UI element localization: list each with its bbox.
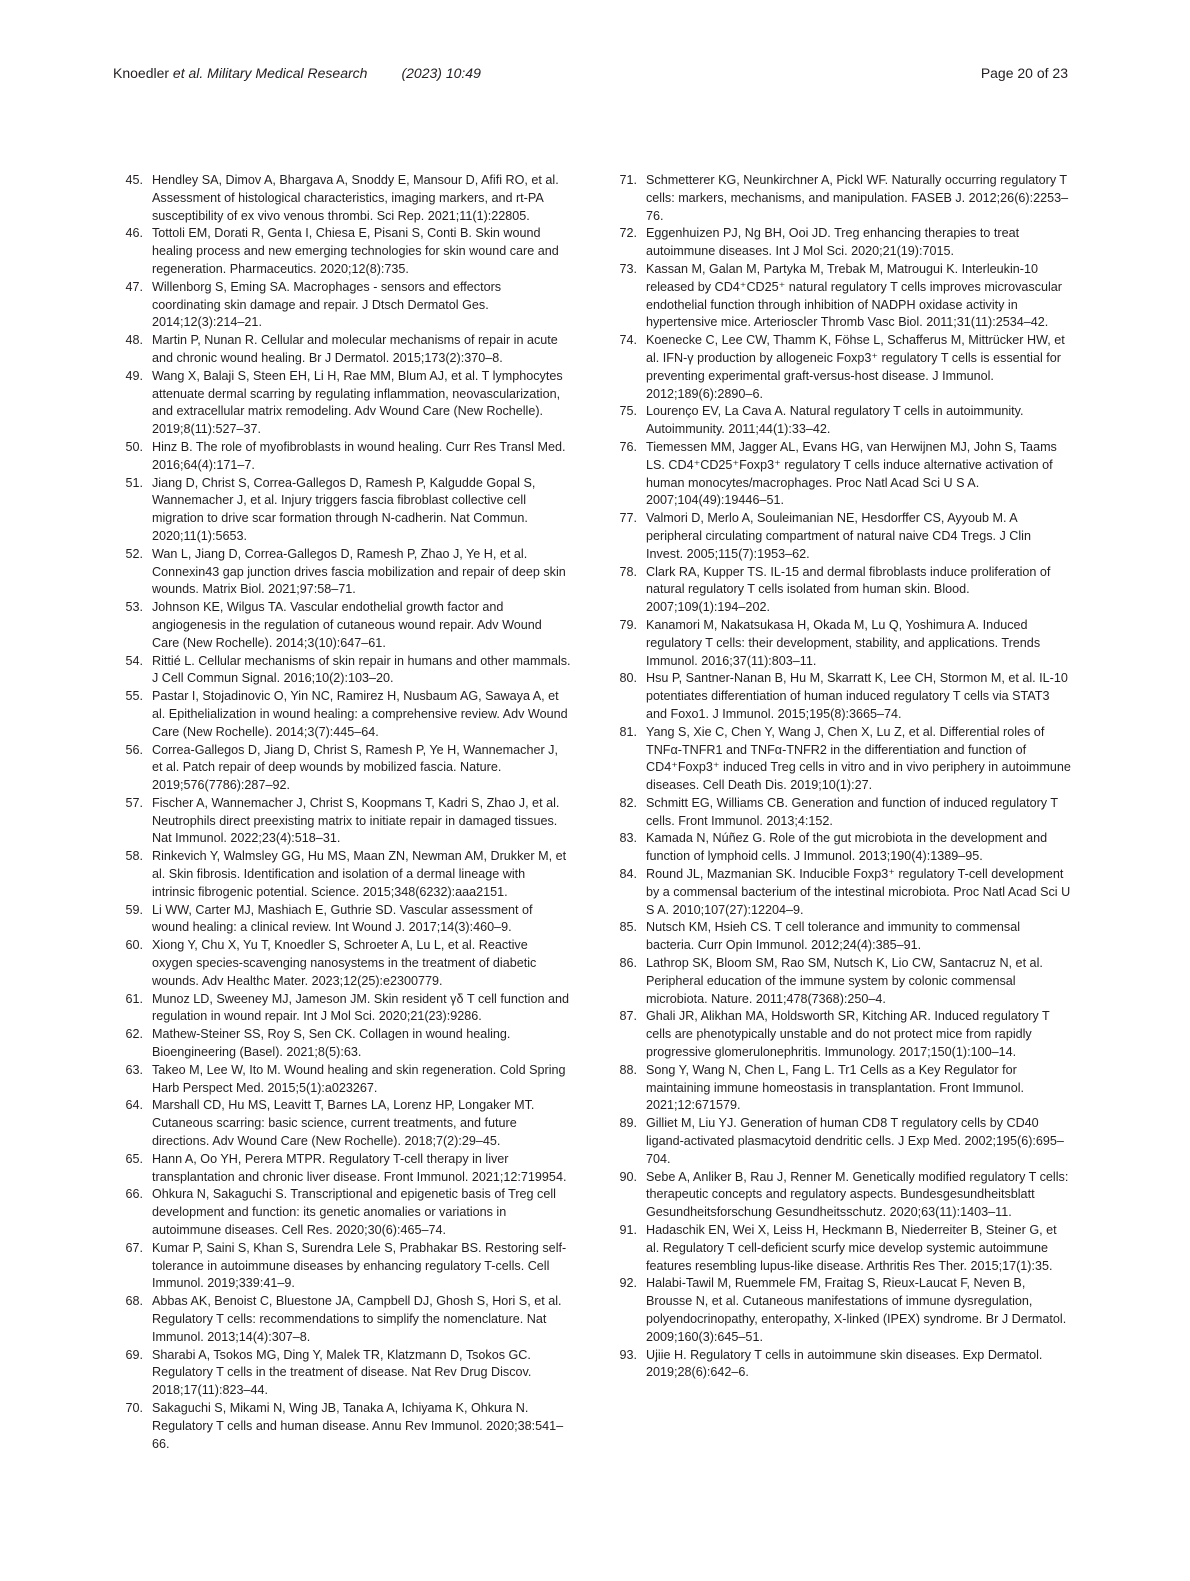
reference-text: Johnson KE, Wilgus TA. Vascular endothelial growth factor and angiogenesis in the regulation of cutaneous wound repair. Adv Wound Care (New Rochelle). 2014;3(10):647–61. [152,600,542,650]
reference-text: Sebe A, Anliker B, Rau J, Renner M. Genetically modified regulatory T cells: therapeutic concepts and regulatory aspects. Bundesgesundheitsblatt Gesundheitsforschung Gesundheitsschutz. 2020;63(11):1403–11. [646,1169,1069,1220]
reference-item [613,795,1071,831]
reference-item [613,1347,1071,1383]
reference-text: Koenecke C, Lee CW, Thamm K, Föhse L, Schafferus M, Mittrücker HW, et al. IFN-γ production by allogeneic Foxp3⁺ regulatory T cells is essential for preventing experimental graft-versus-host disease. J Immunol. 2012;189(6):2890–6. [646,333,1065,401]
reference-item [119,475,571,546]
reference-number: 53. [125,600,143,615]
reference-number: 78. [619,564,637,579]
reference-number: 63. [125,1062,143,1077]
reference-text: Li WW, Carter MJ, Mashiach E, Guthrie SD. Vascular assessment of wound healing: a clinical review. Int Wound J. 2017;14(3):460–9. [152,902,533,935]
reference-item [613,1275,1071,1346]
reference-item [119,688,571,741]
reference-item [613,830,1071,866]
header-journal: Military Medical Research [203,65,368,81]
reference-text: Lathrop SK, Bloom SM, Rao SM, Nutsch K, Lio CW, Santacruz N, et al. Peripheral education of the immune system by colonic commensal microbiota. Nature. 2011;478(7368):250–4. [646,956,1043,1006]
reference-item [119,368,571,439]
reference-number: 83. [619,831,637,846]
reference-text: Rittié L. Cellular mechanisms of skin repair in humans and other mammals. J Cell Commun Signal. 2016;10(2):103–20. [152,653,571,686]
reference-item [119,1151,571,1187]
reference-number: 46. [125,226,143,241]
reference-text: Kumar P, Saini S, Khan S, Surendra Lele S, Prabhakar BS. Restoring self-tolerance in autoimmune diseases by enhancing regulatory T-cells. Cell Immunol. 2019;339:41–9. [152,1240,567,1291]
reference-text: Pastar I, Stojadinovic O, Yin NC, Ramirez H, Nusbaum AG, Sawaya A, et al. Epithelialization in wound healing: a comprehensive review. Adv Wound Care (New Rochelle). 2014;3(7):445–64. [152,689,568,739]
reference-text: Willenborg S, Eming SA. Macrophages - sensors and effectors coordinating skin damage and repair. J Dtsch Dermatol Ges. 2014;12(3):214–21. [152,279,502,330]
reference-item [613,439,1071,510]
reference-item [613,670,1071,723]
reference-item [613,1115,1071,1168]
reference-number: 60. [125,938,143,953]
reference-item [119,439,571,475]
reference-number: 57. [125,795,143,810]
reference-number: 76. [619,439,637,454]
reference-item [613,955,1071,1008]
header-etal: et al. [169,65,204,81]
references-left-column [119,172,571,1453]
reference-text: Song Y, Wang N, Chen L, Fang L. Tr1 Cells as a Key Regulator for maintaining immune homeostasis in transplantation. Front Immunol. 2021;12:671579. [646,1062,1024,1113]
reference-number: 72. [619,226,637,241]
reference-number: 79. [619,617,637,632]
reference-number: 85. [619,920,637,935]
reference-number: 52. [125,546,143,561]
page-header [113,62,1068,84]
reference-number: 90. [619,1169,637,1184]
reference-text: Ohkura N, Sakaguchi S. Transcriptional and epigenetic basis of Treg cell development and function: its genetic anomalies or variations in autoimmune diseases. Cell Res. 2020;30(6):465–74. [152,1187,556,1238]
reference-text: Takeo M, Lee W, Ito M. Wound healing and skin regeneration. Cold Spring Harb Perspect Med. 2015;5(1):a023267. [152,1062,566,1095]
reference-number: 47. [125,279,143,294]
reference-item [613,1008,1071,1061]
reference-item [119,742,571,795]
reference-item [613,172,1071,225]
reference-number: 59. [125,902,143,917]
reference-number: 58. [125,849,143,864]
reference-item [613,564,1071,617]
reference-item [119,991,571,1027]
reference-item [613,332,1071,403]
reference-text: Gilliet M, Liu YJ. Generation of human CD8 T regulatory cells by CD40 ligand-activated plasmacytoid dendritic cells. J Exp Med. 2002;195(6):695–704. [646,1116,1064,1166]
reference-text: Fischer A, Wannemacher J, Christ S, Koopmans T, Kadri S, Zhao J, et al. Neutrophils direct preexisting matrix to initiate repair in damaged tissues. Nat Immunol. 2022;23(4):518–31. [152,795,560,846]
reference-number: 73. [619,261,637,276]
reference-item [613,261,1071,332]
reference-item [119,1400,571,1453]
reference-item [613,225,1071,261]
reference-number: 80. [619,671,637,686]
reference-number: 89. [619,1116,637,1131]
reference-text: Sharabi A, Tsokos MG, Ding Y, Malek TR, Klatzmann D, Tsokos GC. Regulatory T cells in the treatment of disease. Nat Rev Drug Discov. 2018;17(11):823–44. [152,1347,532,1398]
header-year: (2023) 10:49 [401,65,481,81]
reference-text: Hinz B. The role of myofibroblasts in wound healing. Curr Res Transl Med. 2016;64(4):171–7. [152,439,566,472]
reference-number: 45. [125,173,143,187]
reference-text: Valmori D, Merlo A, Souleimanian NE, Hesdorffer CS, Ayyoub M. A peripheral circulating compartment of natural naive CD4 Tregs. J Clin Invest. 2005;115(7):1953–62. [646,511,1031,561]
reference-text: Kamada N, Núñez G. Role of the gut microbiota in the development and function of lymphoid cells. J Immunol. 2013;190(4):1389–95. [646,831,1048,864]
reference-item [613,866,1071,919]
reference-number: 70. [125,1400,143,1415]
reference-item [613,1222,1071,1275]
reference-text: Nutsch KM, Hsieh CS. T cell tolerance and immunity to commensal bacteria. Curr Opin Immunol. 2012;24(4):385–91. [646,920,1020,953]
reference-text: Kassan M, Galan M, Partyka M, Trebak M, Matrougui K. Interleukin-10 released by CD4⁺CD25⁺ natural regulatory T cells improves microvascular endothelial function through inhibition of NADPH oxidase activity in hypertensive mice. Arterioscler Thromb Vasc Biol. 2011;31(11):2534–42. [646,261,1062,330]
reference-number: 50. [125,439,143,454]
reference-text: Halabi-Tawil M, Ruemmele FM, Fraitag S, Rieux-Laucat F, Neven B, Brousse N, et al. Cutaneous manifestations of immune dysregulation, polyendocrinopathy, enteropathy, X-linked (IPEX) syndrome. Br J Dermatol. 2009;160(3):645–51. [646,1276,1067,1344]
references-right-column [613,172,1071,1382]
reference-item [613,919,1071,955]
reference-text: Munoz LD, Sweeney MJ, Jameson JM. Skin resident γδ T cell function and regulation in wound repair. Int J Mol Sci. 2020;21(23):9286. [152,991,569,1024]
reference-number: 69. [125,1347,143,1362]
reference-number: 86. [619,956,637,971]
reference-number: 51. [125,475,143,490]
reference-number: 54. [125,653,143,668]
reference-number: 91. [619,1223,637,1238]
reference-text: Xiong Y, Chu X, Yu T, Knoedler S, Schroeter A, Lu L, et al. Reactive oxygen species-scavenging nanosystems in the treatment of diabetic wounds. Adv Healthc Mater. 2023;12(25):e2300779. [152,938,537,988]
reference-text: Rinkevich Y, Walmsley GG, Hu MS, Maan ZN, Newman AM, Drukker M, et al. Skin fibrosis. Identification and isolation of a dermal lineage with intrinsic fibrogenic potential. Science. 2015;348(6232):aaa2151. [152,849,567,899]
reference-text: Tottoli EM, Dorati R, Genta I, Chiesa E, Pisani S, Conti B. Skin wound healing process and new emerging technologies for skin wound care and regeneration. Pharmaceutics. 2020;12(8):735. [152,226,559,276]
reference-number: 67. [125,1240,143,1255]
reference-text: Sakaguchi S, Mikami N, Wing JB, Tanaka A, Ichiyama K, Ohkura N. Regulatory T cells and human disease. Annu Rev Immunol. 2020;38:541–66. [152,1400,564,1451]
reference-number: 56. [125,742,143,757]
reference-text: Eggenhuizen PJ, Ng BH, Ooi JD. Treg enhancing therapies to treat autoimmune diseases. Int J Mol Sci. 2020;21(19):7015. [646,226,1020,259]
reference-item [613,724,1071,795]
reference-item [119,902,571,938]
reference-text: Schmitt EG, Williams CB. Generation and function of induced regulatory T cells. Front Immunol. 2013;4:152. [646,795,1058,828]
reference-item [119,172,571,225]
reference-text: Hendley SA, Dimov A, Bhargava A, Snoddy E, Mansour D, Afifi RO, et al. Assessment of histological characteristics, imaging markers, and rt-PA susceptibility of ex vivo venous thrombi. Sci Rep. 2021;11(1):22805. [152,173,559,223]
reference-number: 61. [125,991,143,1006]
reference-item [119,1062,571,1098]
reference-item [119,1186,571,1239]
reference-item [119,1347,571,1400]
reference-text: Schmetterer KG, Neunkirchner A, Pickl WF. Naturally occurring regulatory T cells: markers, mechanisms, and manipulation. FASEB J. 2012;26(6):2253–76. [646,173,1069,223]
reference-number: 81. [619,724,637,739]
reference-item [613,1062,1071,1115]
reference-number: 68. [125,1294,143,1309]
reference-item [119,279,571,332]
reference-number: 93. [619,1347,637,1362]
reference-item [613,1169,1071,1222]
reference-number: 74. [619,333,637,348]
reference-number: 75. [619,404,637,419]
reference-item [119,795,571,848]
reference-number: 88. [619,1062,637,1077]
reference-item [119,332,571,368]
reference-number: 65. [125,1151,143,1166]
reference-item [119,848,571,901]
reference-number: 82. [619,795,637,810]
reference-item [119,1097,571,1150]
reference-item [613,403,1071,439]
reference-text: Ujiie H. Regulatory T cells in autoimmune skin diseases. Exp Dermatol. 2019;28(6):642–6. [646,1347,1043,1380]
reference-text: Marshall CD, Hu MS, Leavitt T, Barnes LA, Lorenz HP, Longaker MT. Cutaneous scarring: basic science, current treatments, and future directions. Adv Wound Care (New Rochelle). 2018;7(2):29–45. [152,1098,535,1149]
reference-number: 49. [125,368,143,383]
reference-number: 64. [125,1098,143,1113]
running-head [113,62,481,84]
reference-text: Yang S, Xie C, Chen Y, Wang J, Chen X, Lu Z, et al. Differential roles of TNFα-TNFR1 and TNFα-TNFR2 in the differentiation and function of CD4⁺Foxp3⁺ induced Treg cells in vitro and in vivo periphery in autoimmune diseases. Cell Death Dis. 2019;10(1):27. [646,724,1071,793]
reference-text: Hsu P, Santner-Nanan B, Hu M, Skarratt K, Lee CH, Stormon M, et al. IL-10 potentiates differentiation of human induced regulatory T cells via STAT3 and Foxo1. J Immunol. 2015;195(8):3665–74. [646,671,1068,721]
reference-text: Round JL, Mazmanian SK. Inducible Foxp3⁺ regulatory T-cell development by a commensal bacterium of the intestinal microbiota. Proc Natl Acad Sci U S A. 2010;107(27):12204–9. [646,867,1071,917]
reference-number: 71. [619,173,637,187]
reference-text: Clark RA, Kupper TS. IL-15 and dermal fibroblasts induce proliferation of natural regulatory T cells isolated from human skin. Blood. 2007;109(1):194–202. [646,564,1051,615]
reference-text: Lourenço EV, La Cava A. Natural regulatory T cells in autoimmunity. Autoimmunity. 2011;44(1):33–42. [646,404,1024,437]
reference-text: Correa-Gallegos D, Jiang D, Christ S, Ramesh P, Ye H, Wannemacher J, et al. Patch repair of deep wounds by mobilized fascia. Nature. 2019;576(7786):287–92. [152,742,558,793]
reference-item [119,1026,571,1062]
reference-number: 48. [125,333,143,348]
reference-item [119,1293,571,1346]
reference-text: Wang X, Balaji S, Steen EH, Li H, Rae MM, Blum AJ, et al. T lymphocytes attenuate dermal scarring by regulating inflammation, neovascularization, and extracellular matrix remodeling. Adv Wound Care (New Rochelle). 2019;8(11):527–37. [152,368,563,437]
reference-number: 77. [619,511,637,526]
reference-text: Wan L, Jiang D, Correa-Gallegos D, Ramesh P, Zhao J, Ye H, et al. Connexin43 gap junction drives fascia mobilization and repair of deep skin wounds. Matrix Biol. 2021;97:58–71. [152,546,566,597]
reference-item [119,937,571,990]
reference-text: Tiemessen MM, Jagger AL, Evans HG, van Herwijnen MJ, John S, Taams LS. CD4⁺CD25⁺Foxp3⁺ regulatory T cells induce alternative activation of human monocytes/macrophages. Proc Natl Acad Sci U S A. 2007;104(49):19446–51. [646,439,1057,508]
reference-number: 92. [619,1276,637,1291]
reference-item [613,510,1071,563]
reference-item [613,617,1071,670]
reference-text: Kanamori M, Nakatsukasa H, Okada M, Lu Q, Yoshimura A. Induced regulatory T cells: their development, stability, and applications. Trends Immunol. 2016;37(11):803–11. [646,617,1041,668]
reference-item [119,225,571,278]
reference-text: Abbas AK, Benoist C, Bluestone JA, Campbell DJ, Ghosh S, Hori S, et al. Regulatory T cells: recommendations to simplify the nomenclature. Nat Immunol. 2013;14(4):307–8. [152,1294,562,1344]
reference-item [119,546,571,599]
reference-text: Ghali JR, Alikhan MA, Holdsworth SR, Kitching AR. Induced regulatory T cells are phenotypically unstable and do not protect mice from rapidly progressive glomerulonephritis. Immunology. 2017;150(1):100–14. [646,1009,1050,1060]
reference-item [119,653,571,689]
reference-text: Mathew-Steiner SS, Roy S, Sen CK. Collagen in wound healing. Bioengineering (Basel). 2021;8(5):63. [152,1027,511,1060]
reference-number: 84. [619,867,637,882]
reference-text: Jiang D, Christ S, Correa-Gallegos D, Ramesh P, Kalgudde Gopal S, Wannemacher J, et al. Injury triggers fascia fibroblast collective cell migration to drive scar formation through N-cadherin. Nat Commun. 2020;11(1):5653. [152,475,536,543]
reference-number: 87. [619,1009,637,1024]
reference-text: Hann A, Oo YH, Perera MTPR. Regulatory T-cell therapy in liver transplantation and chronic liver disease. Front Immunol. 2021;12:719954. [152,1151,567,1184]
reference-item [119,1240,571,1293]
reference-text: Hadaschik EN, Wei X, Leiss H, Heckmann B, Niederreiter B, Steiner G, et al. Regulatory T cell-deficient scurfy mice develop systemic autoimmune features resembling lupus-like disease. Arthritis Res Ther. 2015;17(1):35. [646,1223,1057,1273]
reference-number: 55. [125,689,143,704]
reference-number: 66. [125,1187,143,1202]
reference-number: 62. [125,1027,143,1042]
reference-item [119,599,571,652]
header-author: Knoedler [113,65,170,81]
page-number: Page 20 of 23 [980,65,1068,81]
reference-text: Martin P, Nunan R. Cellular and molecular mechanisms of repair in acute and chronic wound healing. Br J Dermatol. 2015;173(2):370–8. [152,333,558,365]
